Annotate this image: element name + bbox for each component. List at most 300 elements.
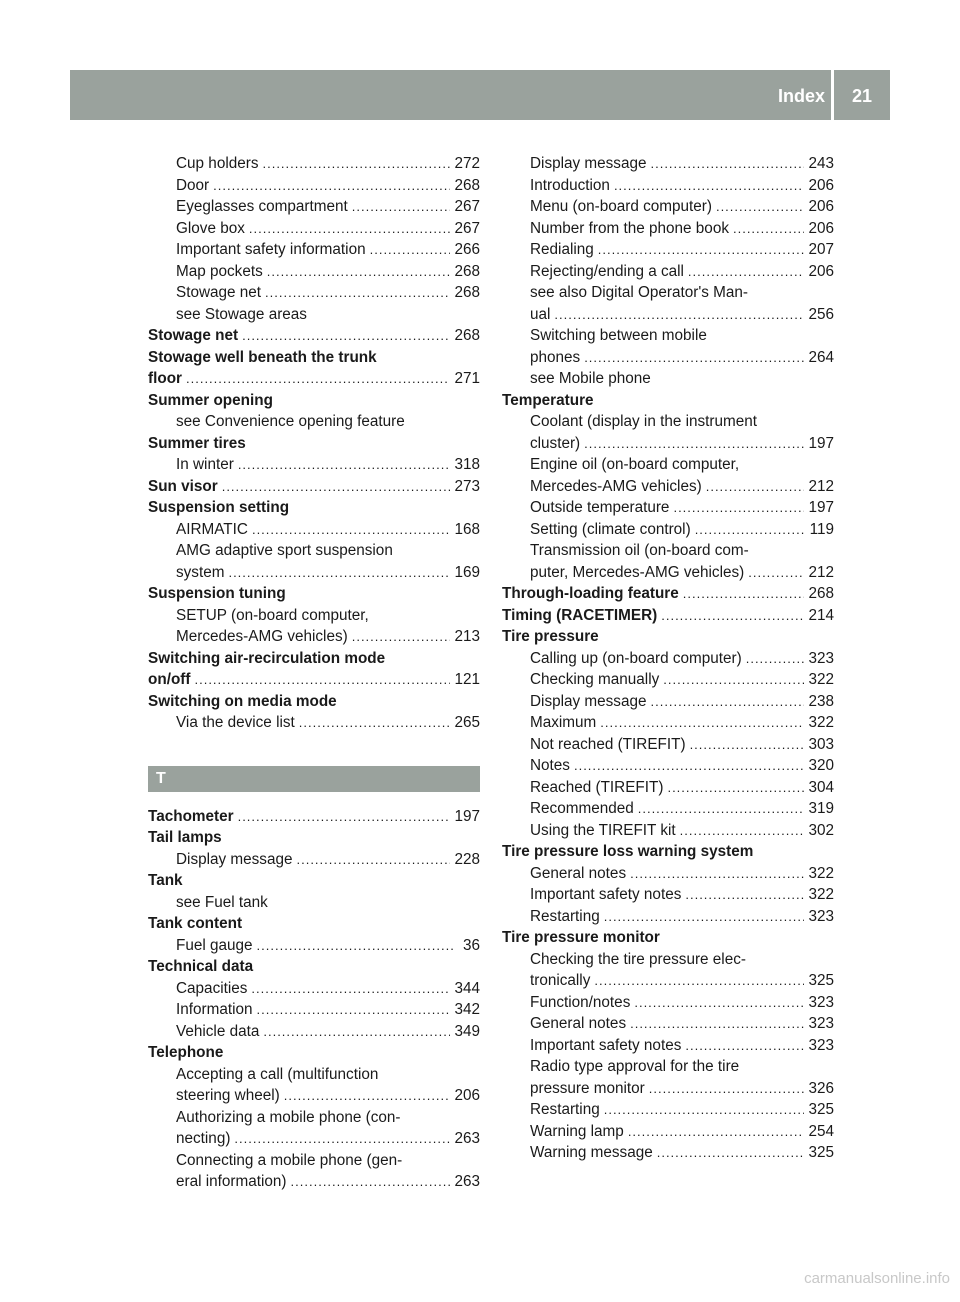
index-entry-text: Tail lamps	[148, 829, 222, 846]
index-entry-page[interactable]: 263	[454, 1130, 480, 1147]
index-entry-heading	[502, 626, 834, 648]
dot-leader	[685, 884, 804, 906]
index-entry-page[interactable]: 272	[454, 155, 480, 172]
index-entry	[502, 411, 834, 433]
index-entry-page[interactable]: 322	[808, 886, 834, 903]
index-entry-text: Redialing	[530, 241, 594, 258]
index-entry	[502, 540, 834, 562]
index-entry	[502, 992, 834, 1014]
index-entry-text: on/off	[148, 671, 191, 688]
index-entry-heading	[148, 913, 480, 935]
dot-leader	[257, 999, 451, 1021]
index-entry	[502, 648, 834, 670]
index-entry-heading	[148, 669, 480, 691]
index-entry-text: Through-loading feature	[502, 585, 679, 602]
index-entry	[502, 347, 834, 369]
index-entry-page[interactable]: 121	[454, 671, 480, 688]
index-entry	[502, 1099, 834, 1121]
index-entry-text: Maximum	[530, 714, 597, 731]
index-entry-text: Warning lamp	[530, 1122, 624, 1140]
index-entry	[148, 239, 480, 261]
dot-leader	[688, 261, 805, 283]
index-entry	[502, 691, 834, 713]
index-column-left	[148, 153, 480, 1193]
index-entry-heading	[502, 841, 834, 863]
index-entry-text: Coolant (display in the instrument	[530, 413, 758, 430]
index-entry-heading	[148, 1042, 480, 1064]
index-entry-text: Stowage well beneath the trunk	[148, 348, 377, 366]
index-entry-text: puter, Mercedes-AMG vehicles)	[530, 563, 745, 581]
index-entry-page[interactable]: 302	[808, 821, 834, 839]
index-entry-page[interactable]: 254	[808, 1122, 834, 1140]
index-entry-text: Sun visor	[148, 477, 218, 495]
index-entry	[148, 454, 480, 476]
index-entry-page[interactable]: 212	[808, 477, 834, 495]
index-entry-text: Function/notes	[530, 993, 631, 1011]
index-entry	[148, 282, 480, 304]
dot-leader	[667, 777, 804, 799]
index-entry-page[interactable]: 238	[808, 692, 834, 710]
index-list-right	[502, 153, 834, 1164]
dot-leader	[604, 1099, 805, 1121]
dot-leader	[222, 476, 451, 498]
index-entry-text: Tire pressure loss warning system	[502, 843, 754, 860]
index-entry-text: Checking manually	[530, 671, 660, 688]
index-entry-text: Tank	[148, 872, 183, 889]
index-entry	[502, 1056, 834, 1078]
dot-leader	[650, 691, 804, 713]
index-entry-page[interactable]: 206	[808, 219, 834, 237]
index-entry-heading	[148, 806, 480, 828]
index-entry-page[interactable]: 212	[808, 563, 834, 581]
dot-leader	[600, 712, 804, 734]
index-entry-page[interactable]: 228	[454, 850, 480, 868]
index-entry-text: Stowage net	[148, 327, 239, 344]
index-entry-text: Authorizing a mobile phone (con-	[176, 1108, 401, 1126]
index-entry-text: Eyeglasses compartment	[176, 198, 348, 215]
index-entry-page[interactable]: 206	[808, 198, 834, 215]
index-entry	[502, 884, 834, 906]
index-entry	[502, 175, 834, 197]
dot-leader	[746, 648, 805, 670]
dot-leader	[630, 863, 804, 885]
index-entry	[502, 433, 834, 455]
index-entry-page[interactable]: 322	[808, 671, 834, 688]
index-entry-page[interactable]: 323	[808, 1036, 834, 1054]
index-entry-page[interactable]: 206	[808, 176, 834, 194]
index-entry-page[interactable]: 119	[809, 520, 834, 538]
index-entry	[148, 196, 480, 218]
dot-leader	[263, 1021, 450, 1043]
index-entry-page[interactable]: 344	[454, 979, 480, 997]
dot-leader	[673, 497, 804, 519]
dot-leader	[238, 806, 451, 828]
dot-leader	[262, 153, 450, 175]
index-entry-heading	[502, 583, 834, 605]
dot-leader	[695, 519, 806, 541]
index-entry-page[interactable]: 207	[808, 241, 834, 258]
index-entry-page[interactable]: 169	[454, 563, 480, 581]
index-entry-text: Mercedes-AMG vehicles)	[176, 628, 348, 645]
index-entry-page[interactable]: 36	[462, 936, 480, 954]
index-entry	[148, 1021, 480, 1043]
index-entry-text: Stowage net	[176, 284, 262, 301]
dot-leader	[630, 1013, 804, 1035]
index-entry-page[interactable]: 268	[454, 284, 480, 301]
dot-leader	[194, 669, 450, 691]
dot-leader	[228, 562, 450, 584]
dot-leader	[265, 282, 450, 304]
index-entry-text: Transmission oil (on-board com-	[530, 542, 749, 559]
index-entry-page[interactable]: 349	[454, 1022, 480, 1040]
index-entry-text: Important safety notes	[530, 1036, 682, 1054]
index-entry-text: Using the TIREFIT kit	[530, 821, 676, 839]
index-entry-text: steering wheel)	[176, 1087, 280, 1104]
index-entry-page[interactable]: 304	[808, 778, 834, 796]
index-entry-page[interactable]: 322	[808, 714, 834, 731]
index-entry-text: Tire pressure monitor	[502, 929, 660, 946]
index-entry-text: Capacities	[176, 979, 248, 997]
index-entry-page[interactable]: 325	[808, 972, 834, 989]
index-entry	[502, 970, 834, 992]
index-entry-page[interactable]: 266	[454, 241, 480, 258]
dot-leader	[614, 175, 805, 197]
footer-watermark: carmanualsonline.info	[804, 1270, 950, 1287]
index-entry-text: Restarting	[530, 907, 600, 925]
index-entry	[502, 906, 834, 928]
dot-leader	[252, 519, 451, 541]
index-entry-page[interactable]: 168	[454, 520, 480, 538]
index-entry	[502, 863, 834, 885]
index-entry-page[interactable]: 206	[454, 1087, 480, 1104]
index-entry-text: Checking the tire pressure elec-	[530, 950, 746, 968]
index-entry-text: Reached (TIREFIT)	[530, 778, 664, 796]
index-entry-text: Rejecting/ending a call	[530, 262, 684, 280]
dot-leader	[690, 734, 805, 756]
index-entry	[502, 712, 834, 734]
dot-leader	[284, 1085, 451, 1107]
index-entry-heading	[148, 956, 480, 978]
index-entry	[148, 712, 480, 734]
index-entry-page[interactable]: 268	[808, 585, 834, 602]
index-entry	[148, 153, 480, 175]
dot-leader	[680, 820, 805, 842]
index-entry	[502, 1035, 834, 1057]
dot-leader	[186, 368, 450, 390]
index-entry-page[interactable]: 268	[454, 327, 480, 344]
index-entry	[148, 605, 480, 627]
index-entry	[502, 519, 834, 541]
index-entry-text: pressure monitor	[530, 1079, 645, 1097]
index-entry	[148, 304, 480, 326]
index-entry-text: see Fuel tank	[176, 893, 268, 911]
dot-leader	[661, 605, 804, 627]
dot-leader	[296, 849, 450, 871]
dot-leader	[584, 433, 804, 455]
index-entry	[148, 519, 480, 541]
index-entry-text: Introduction	[530, 176, 610, 194]
index-entry	[148, 1128, 480, 1150]
index-entry	[502, 368, 834, 390]
index-entry-text: Display message	[530, 692, 647, 710]
index-entry-text: Summer tires	[148, 434, 246, 452]
index-entry-text: Number from the phone book	[530, 219, 729, 237]
index-entry	[502, 153, 834, 175]
dot-leader	[267, 261, 451, 283]
index-entry	[148, 1085, 480, 1107]
index-entry-page[interactable]: 197	[454, 807, 480, 825]
dot-leader	[598, 239, 805, 261]
index-entry	[148, 999, 480, 1021]
index-entry	[502, 304, 834, 326]
index-entry	[148, 218, 480, 240]
index-entry-page[interactable]: 197	[808, 434, 834, 452]
index-entry-page[interactable]: 325	[808, 1144, 834, 1161]
index-list-left-top	[148, 153, 480, 734]
index-entry	[148, 978, 480, 1000]
index-entry	[148, 261, 480, 283]
index-entry-page[interactable]: 264	[808, 348, 834, 366]
index-entry	[502, 798, 834, 820]
index-entry-text: Information	[176, 1001, 253, 1018]
dot-leader	[716, 196, 805, 218]
index-column-right	[502, 153, 834, 1164]
index-entry-text: Telephone	[148, 1044, 224, 1061]
index-entry-heading	[148, 583, 480, 605]
index-entry-text: Important safety information	[176, 241, 366, 258]
dot-leader	[657, 1142, 805, 1164]
index-entry	[148, 1171, 480, 1193]
index-entry-text: Switching on media mode	[148, 692, 337, 710]
index-entry-text: Mercedes-AMG vehicles)	[530, 477, 702, 495]
page-number: 21	[851, 86, 873, 106]
dot-leader	[213, 175, 450, 197]
index-entry	[502, 1078, 834, 1100]
index-entry-page[interactable]: 267	[454, 219, 480, 237]
dot-leader	[748, 562, 804, 584]
index-entry-text: Setting (climate control)	[530, 520, 691, 538]
index-entry	[502, 218, 834, 240]
index-entry	[502, 1121, 834, 1143]
dot-leader	[628, 1121, 805, 1143]
index-entry	[148, 935, 480, 957]
index-entry-text: In winter	[176, 456, 234, 473]
dot-leader	[242, 325, 450, 347]
index-entry-heading	[148, 347, 480, 369]
index-entry-heading	[148, 870, 480, 892]
index-entry	[502, 949, 834, 971]
index-entry	[148, 1064, 480, 1086]
index-entry-text: Summer opening	[148, 391, 273, 409]
index-entry-text: Suspension tuning	[148, 585, 286, 602]
index-entry	[502, 755, 834, 777]
index-entry-text: Vehicle data	[176, 1022, 260, 1040]
index-entry-text: Technical data	[148, 958, 254, 975]
index-entry-page[interactable]: 265	[454, 714, 480, 731]
index-entry-text: Glove box	[176, 219, 245, 237]
dot-leader	[584, 347, 804, 369]
index-entry	[148, 892, 480, 914]
index-entry-text: see Stowage areas	[176, 305, 307, 323]
index-entry-page[interactable]: 243	[808, 155, 834, 172]
index-entry-page[interactable]: 271	[454, 370, 480, 387]
index-entry	[502, 454, 834, 476]
index-entry-text: Switching air-recirculation mode	[148, 649, 386, 667]
index-entry-heading	[148, 497, 480, 519]
index-entry-page[interactable]: 323	[808, 993, 834, 1011]
index-entry-text: see Mobile phone	[530, 370, 651, 387]
dot-leader	[634, 992, 804, 1014]
index-entry-page[interactable]: 303	[808, 735, 834, 753]
index-entry-text: Display message	[530, 155, 647, 172]
index-entry-heading	[148, 325, 480, 347]
index-entry-text: tronically	[530, 972, 591, 989]
index-entry	[148, 540, 480, 562]
index-entry-heading	[148, 390, 480, 412]
index-entry	[502, 669, 834, 691]
index-entry-text: Tachometer	[148, 807, 234, 825]
dot-leader	[251, 978, 450, 1000]
index-entry-text: Timing (RACETIMER)	[502, 606, 658, 624]
index-entry-text: Important safety notes	[530, 886, 682, 903]
index-entry	[502, 562, 834, 584]
index-entry-text: Door	[176, 176, 210, 194]
index-entry	[502, 282, 834, 304]
index-entry-page[interactable]: 273	[454, 477, 480, 495]
index-entry-text: Via the device list	[176, 714, 295, 731]
index-entry-text: Connecting a mobile phone (gen-	[176, 1151, 403, 1169]
index-entry-text: Tire pressure	[502, 628, 599, 645]
dot-leader	[649, 1078, 805, 1100]
index-entry-page[interactable]: 318	[454, 456, 480, 473]
index-entry-text: cluster)	[530, 434, 581, 452]
index-list-left-bottom	[148, 806, 480, 1193]
dot-leader	[650, 153, 804, 175]
index-entry-page[interactable]: 206	[808, 262, 834, 280]
index-entry	[148, 562, 480, 584]
index-entry-text: ual	[530, 305, 551, 323]
index-entry	[502, 261, 834, 283]
index-entry-page[interactable]: 268	[454, 176, 480, 194]
index-entry-text: necting)	[176, 1130, 231, 1147]
index-entry-text: Warning message	[530, 1144, 653, 1161]
dot-leader	[352, 196, 451, 218]
index-entry-page[interactable]: 320	[808, 757, 834, 774]
index-entry-page[interactable]: 268	[454, 262, 480, 280]
index-entry-text: Switching between mobile	[530, 327, 707, 344]
index-entry	[502, 734, 834, 756]
index-entry-text: Display message	[176, 850, 293, 868]
index-entry-text: General notes	[530, 1015, 627, 1032]
index-entry-text: system	[176, 563, 225, 581]
index-entry-heading	[148, 476, 480, 498]
index-entry	[502, 777, 834, 799]
index-entry-heading	[502, 605, 834, 627]
index-entry	[148, 1150, 480, 1172]
index-entry-text: Map pockets	[176, 262, 263, 280]
index-entry-text: phones	[530, 348, 581, 366]
index-entry-page[interactable]: 326	[808, 1079, 834, 1097]
index-entry-page[interactable]: 256	[808, 305, 834, 323]
index-entry-page[interactable]: 322	[808, 864, 834, 882]
index-entry-text: see Convenience opening feature	[176, 413, 405, 430]
index-entry-text: Outside temperature	[530, 499, 670, 516]
index-entry-text: General notes	[530, 864, 627, 882]
index-entry-text: Cup holders	[176, 155, 259, 172]
index-entry-page[interactable]: 213	[454, 628, 480, 645]
index-entry-text: Accepting a call (multifunction	[176, 1065, 379, 1083]
dot-leader	[370, 239, 451, 261]
dot-leader	[685, 1035, 804, 1057]
index-entry-page[interactable]: 323	[808, 907, 834, 925]
index-entry-page[interactable]: 323	[808, 649, 834, 667]
index-entry-text: AIRMATIC	[176, 520, 248, 538]
dot-leader	[291, 1171, 451, 1193]
dot-leader	[604, 906, 805, 928]
index-entry-text: Notes	[530, 757, 570, 774]
index-entry	[502, 1142, 834, 1164]
index-entry-page[interactable]: 267	[454, 198, 480, 215]
index-entry	[502, 1013, 834, 1035]
index-entry-text: Not reached (TIREFIT)	[530, 735, 686, 753]
dot-leader	[234, 1128, 450, 1150]
dot-leader	[733, 218, 804, 240]
index-entry-text: Suspension setting	[148, 499, 290, 516]
index-entry-page[interactable]: 323	[808, 1015, 834, 1032]
dot-leader	[706, 476, 805, 498]
index-entry-heading	[148, 368, 480, 390]
dot-leader	[574, 755, 805, 777]
index-entry-heading	[148, 433, 480, 455]
index-entry-text: Calling up (on-board computer)	[530, 649, 742, 667]
index-entry-text: Temperature	[502, 391, 594, 409]
index-entry-text: eral information)	[176, 1173, 287, 1190]
dot-leader	[663, 669, 804, 691]
index-entry-text: Menu (on-board computer)	[530, 198, 712, 215]
dot-leader	[594, 970, 804, 992]
dot-leader	[554, 304, 804, 326]
index-entry-text: AMG adaptive sport suspension	[176, 542, 393, 559]
index-entry-text: Radio type approval for the tire	[530, 1058, 740, 1075]
index-entry-heading	[148, 691, 480, 713]
index-entry-text: Fuel gauge	[176, 936, 253, 954]
index-entry	[148, 411, 480, 433]
index-entry-page[interactable]: 197	[808, 499, 834, 516]
index-entry-text: Tank content	[148, 915, 243, 932]
index-entry-heading	[502, 390, 834, 412]
page-title: Index	[777, 86, 825, 106]
dot-leader	[249, 218, 451, 240]
index-entry-page[interactable]: 319	[808, 800, 834, 817]
index-entry	[502, 239, 834, 261]
index-entry	[502, 325, 834, 347]
dot-leader	[638, 798, 805, 820]
index-entry	[502, 476, 834, 498]
index-entry	[148, 175, 480, 197]
index-entry-text: floor	[148, 370, 182, 387]
index-entry	[502, 196, 834, 218]
index-entry	[148, 849, 480, 871]
index-entry-page[interactable]: 214	[808, 606, 834, 624]
index-entry-page[interactable]: 342	[454, 1001, 480, 1018]
index-entry	[502, 497, 834, 519]
index-entry	[148, 626, 480, 648]
index-entry-heading	[148, 648, 480, 670]
index-entry-page[interactable]: 263	[454, 1173, 480, 1190]
dot-leader	[299, 712, 451, 734]
index-entry-page[interactable]: 325	[808, 1101, 834, 1118]
index-entry-text: Engine oil (on-board computer,	[530, 456, 740, 473]
